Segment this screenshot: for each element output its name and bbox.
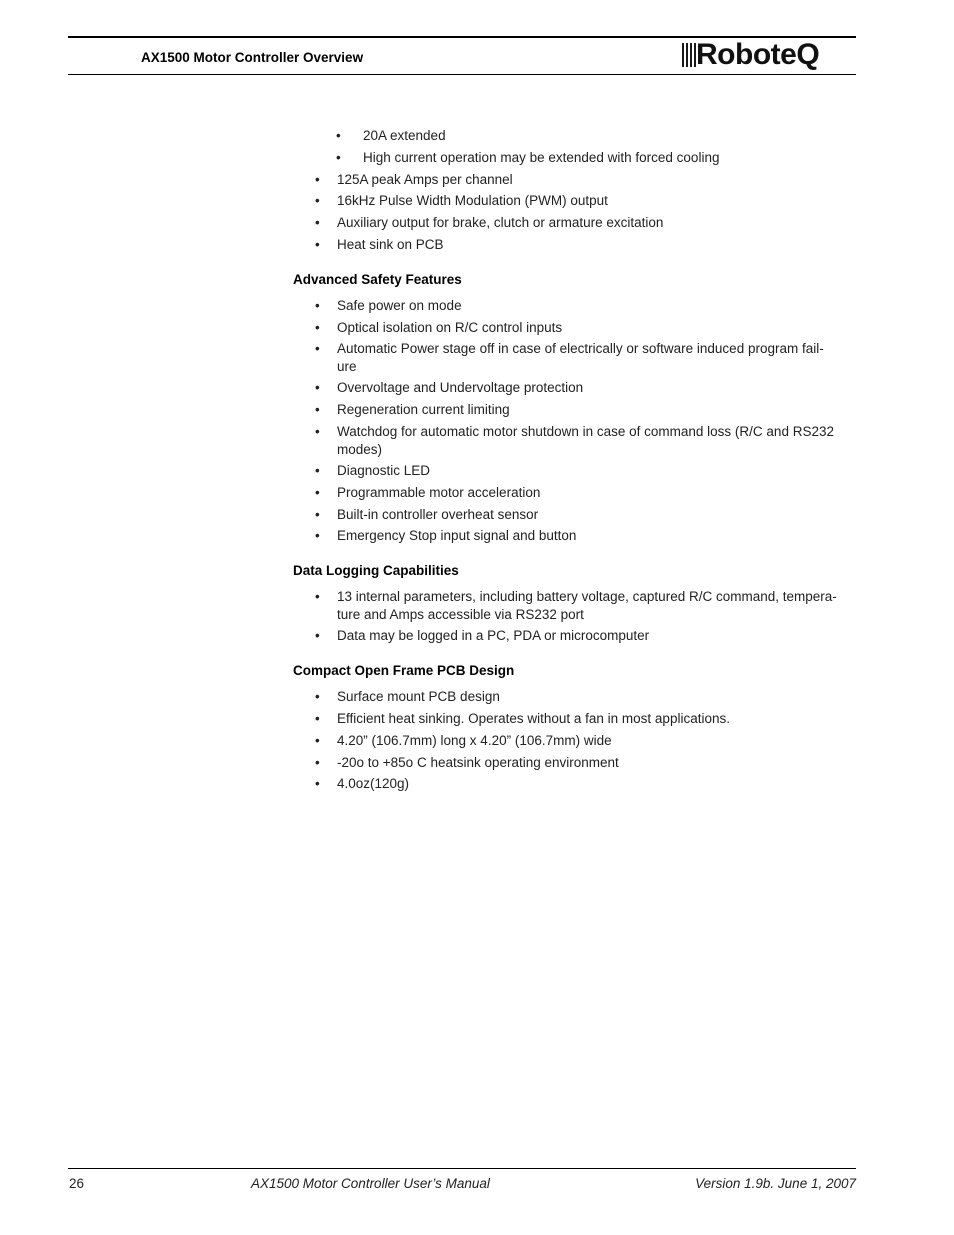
list-item: High current operation may be extended with forced cooling — [363, 150, 720, 165]
bullet-glyph: • — [315, 711, 320, 726]
list-item: Watchdog for automatic motor shutdown in case of command loss (R/C and RS232 — [337, 424, 834, 439]
list-item: -20o to +85o C heatsink operating environment — [337, 755, 619, 770]
footer-rule — [68, 1168, 856, 1169]
bullet-glyph: • — [315, 733, 320, 748]
header-bottom-rule — [68, 74, 856, 75]
list-item: 16kHz Pulse Width Modulation (PWM) output — [337, 193, 608, 208]
list-item: Data may be logged in a PC, PDA or microcomputer — [337, 628, 650, 643]
bullet-glyph: • — [315, 193, 320, 208]
logo-bars-icon — [682, 43, 696, 67]
page-number: 26 — [69, 1176, 85, 1191]
roboteq-logo — [682, 38, 856, 74]
bullet-glyph: • — [315, 628, 320, 643]
list-item: Auxiliary output for brake, clutch or armature excitation — [337, 215, 664, 230]
section-heading-safety: Advanced Safety Features — [293, 272, 462, 287]
bullet-glyph: • — [315, 341, 320, 356]
list-item-continuation: ure — [337, 359, 357, 374]
bullet-glyph: • — [315, 755, 320, 770]
bullet-glyph: • — [315, 298, 320, 313]
bullet-glyph: • — [315, 237, 320, 252]
list-item: 4.20” (106.7mm) long x 4.20” (106.7mm) wide — [337, 733, 612, 748]
list-item: Safe power on mode — [337, 298, 462, 313]
list-item: Heat sink on PCB — [337, 237, 444, 252]
list-item: 125A peak Amps per channel — [337, 172, 513, 187]
bullet-glyph: • — [315, 463, 320, 478]
footer-version: Version 1.9b. June 1, 2007 — [695, 1176, 856, 1191]
bullet-glyph: • — [315, 528, 320, 543]
list-item: Emergency Stop input signal and button — [337, 528, 577, 543]
bullet-glyph: • — [315, 380, 320, 395]
bullet-glyph: • — [315, 402, 320, 417]
list-item: Optical isolation on R/C control inputs — [337, 320, 563, 335]
bullet-glyph: • — [315, 424, 320, 439]
bullet-glyph: • — [315, 689, 320, 704]
list-item: Diagnostic LED — [337, 463, 431, 478]
list-item: Programmable motor acceleration — [337, 485, 541, 500]
section-heading-pcb-design: Compact Open Frame PCB Design — [293, 663, 515, 678]
list-item: Regeneration current limiting — [337, 402, 510, 417]
bullet-glyph: • — [315, 320, 320, 335]
bullet-glyph: • — [315, 485, 320, 500]
list-item: Built-in controller overheat sensor — [337, 507, 539, 522]
bullet-glyph: • — [315, 776, 320, 791]
bullet-glyph: • — [315, 589, 320, 604]
footer-manual-title: AX1500 Motor Controller User’s Manual — [251, 1176, 490, 1191]
bullet-glyph: • — [336, 150, 341, 165]
bullet-glyph: • — [336, 128, 341, 143]
bullet-glyph: • — [315, 215, 320, 230]
list-item: 13 internal parameters, including battery voltage, captured R/C command, tempera- — [337, 589, 837, 604]
list-item: Overvoltage and Undervoltage protection — [337, 380, 584, 395]
list-item: 4.0oz(120g) — [337, 776, 410, 791]
section-heading-data-logging: Data Logging Capabilities — [293, 563, 459, 578]
list-item-continuation: modes) — [337, 442, 383, 457]
logo-wordmark: RoboteQ — [696, 38, 820, 71]
list-item: 20A extended — [363, 128, 446, 143]
bullet-glyph: • — [315, 172, 320, 187]
list-item-continuation: ture and Amps accessible via RS232 port — [337, 607, 584, 622]
bullet-glyph: • — [315, 507, 320, 522]
header-title: AX1500 Motor Controller Overview — [141, 50, 364, 65]
list-item: Surface mount PCB design — [337, 689, 500, 704]
list-item: Automatic Power stage off in case of electrically or software induced program fail- — [337, 341, 824, 356]
list-item: Efficient heat sinking. Operates without a fan in most applications. — [337, 711, 730, 726]
